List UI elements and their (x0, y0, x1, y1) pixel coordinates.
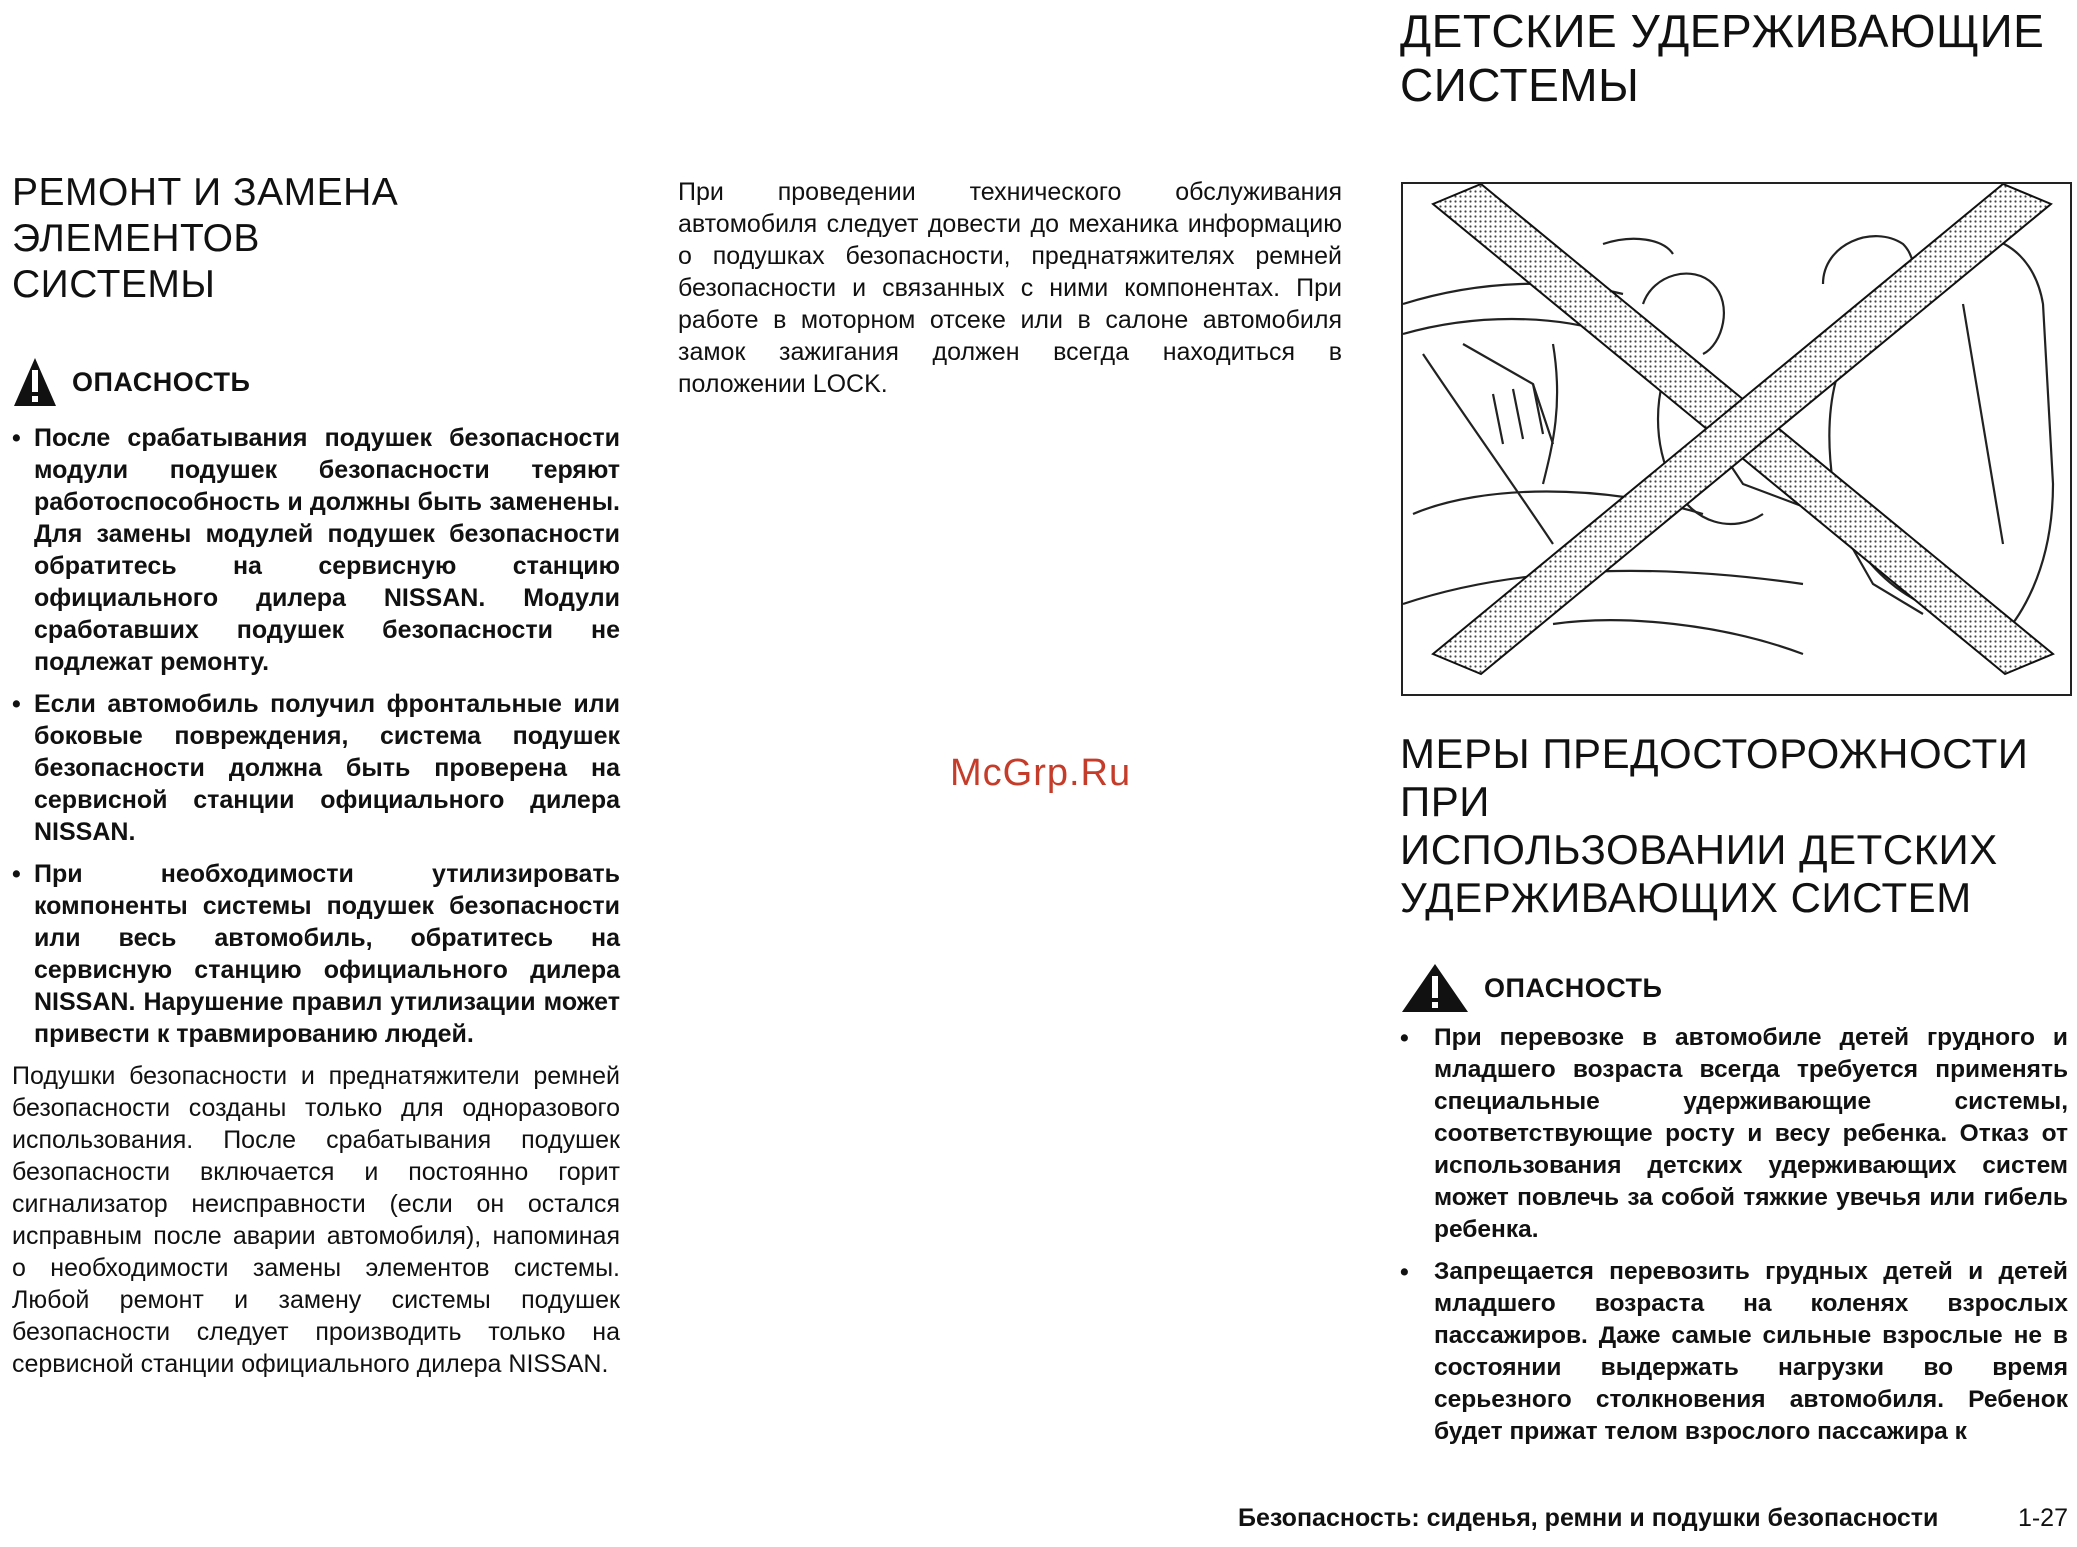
child-warning-list (1400, 1022, 2068, 1448)
warning-header (1400, 962, 2068, 1014)
warning-header (12, 356, 620, 408)
child-title-line2: СИСТЕМЫ (1400, 59, 1640, 112)
prohibition-cross (1433, 184, 2053, 674)
list-item: • После срабатывания подушек безопасности модули подушек безопасности теряют работоспособность и должны быть заменены. Для замены модулей подушек безопасности обратитесь на сервисную станцию официального дилера NISSAN. Модули сработавших подушек безопасности не подлежат ремонту. (12, 422, 620, 678)
page-number: 1-27 (2017, 1504, 2068, 1532)
list-item: • Запрещается перевозить грудных детей и детей младшего возраста на коленях взрослых пассажиров. Даже самые сильные взрослые не в состоянии выдержать нагрузки во время серьезного столкновения автомобиля. Ребенок будет прижат телом взрослого пассажира к (1400, 1256, 2068, 1448)
precautions-title (1400, 730, 2068, 922)
list-item: • При необходимости утилизировать компоненты системы подушек безопасности или весь автомобиль, обратитесь на сервисную станцию официального дилера NISSAN. Нарушение правил утилизации может привести к травмированию людей. (12, 858, 620, 1050)
illustration-svg (1403, 184, 2070, 694)
list-item: • При перевозке в автомобиле детей грудного и младшего возраста всегда требуется применять специальные удерживающие системы, соответствующие росту и весу ребенка. Отказ от использования детских удерживающих систем может повлечь за собой тяжкие увечья или гибель ребенка. (1400, 1022, 2068, 1246)
warning-icon (1400, 962, 1470, 1014)
warning-label: ОПАСНОСТЬ (72, 366, 251, 397)
watermark: McGrp.Ru (950, 752, 1132, 794)
child-restraint-title (1400, 4, 2068, 113)
left-column (12, 170, 620, 1380)
child-title-line1: ДЕТСКИЕ УДЕРЖИВАЮЩИЕ (1400, 5, 2045, 57)
list-item: • Если автомобиль получил фронтальные или боковые повреждения, система подушек безопасности должна быть проверена на сервисной станции официального дилера NISSAN. (12, 688, 620, 848)
repair-section-title (12, 170, 620, 308)
right-column (1400, 4, 2068, 113)
footer-section-title: Безопасность: сиденья, ремни и подушки безопасности (1238, 1504, 1939, 1532)
prohibited-illustration (1401, 182, 2072, 696)
repair-title-line2: СИСТЕМЫ (12, 263, 216, 307)
warning-label: ОПАСНОСТЬ (1484, 972, 1663, 1003)
precautions-line3: УДЕРЖИВАЮЩИХ СИСТЕМ (1400, 874, 1972, 921)
precautions-line1: МЕРЫ ПРЕДОСТОРОЖНОСТИ ПРИ (1400, 730, 2029, 825)
page-footer (1238, 1504, 2068, 1533)
maintenance-paragraph: При проведении технического обслуживания автомобиля следует довести до механика информацию о подушках безопасности, преднатяжителях ремней безопасности и связанных с ними компонентах. При работе в моторном отсеке или в салоне автомобиля замок зажигания должен всегда находиться в положении LOCK. (678, 178, 1342, 398)
warning-icon (12, 356, 58, 408)
warning-list (12, 422, 620, 1050)
right-column-lower (1400, 730, 2068, 1458)
precautions-line2: ИСПОЛЬЗОВАНИИ ДЕТСКИХ (1400, 826, 1998, 873)
middle-column (678, 176, 1342, 400)
airbag-paragraph: Подушки безопасности и преднатяжители ремней безопасности созданы только для одноразового использования. После срабатывания подушек безопасности включается и постоянно горит сигнализатор неисправности (если он остался исправным после аварии автомобиля), напоминая о необходимости замены элементов системы. Любой ремонт и замену системы подушек безопасности следует производить только на сервисной станции официального дилера NISSAN. (12, 1062, 620, 1379)
repair-title-line1: РЕМОНТ И ЗАМЕНА ЭЛЕМЕНТОВ (12, 171, 399, 261)
